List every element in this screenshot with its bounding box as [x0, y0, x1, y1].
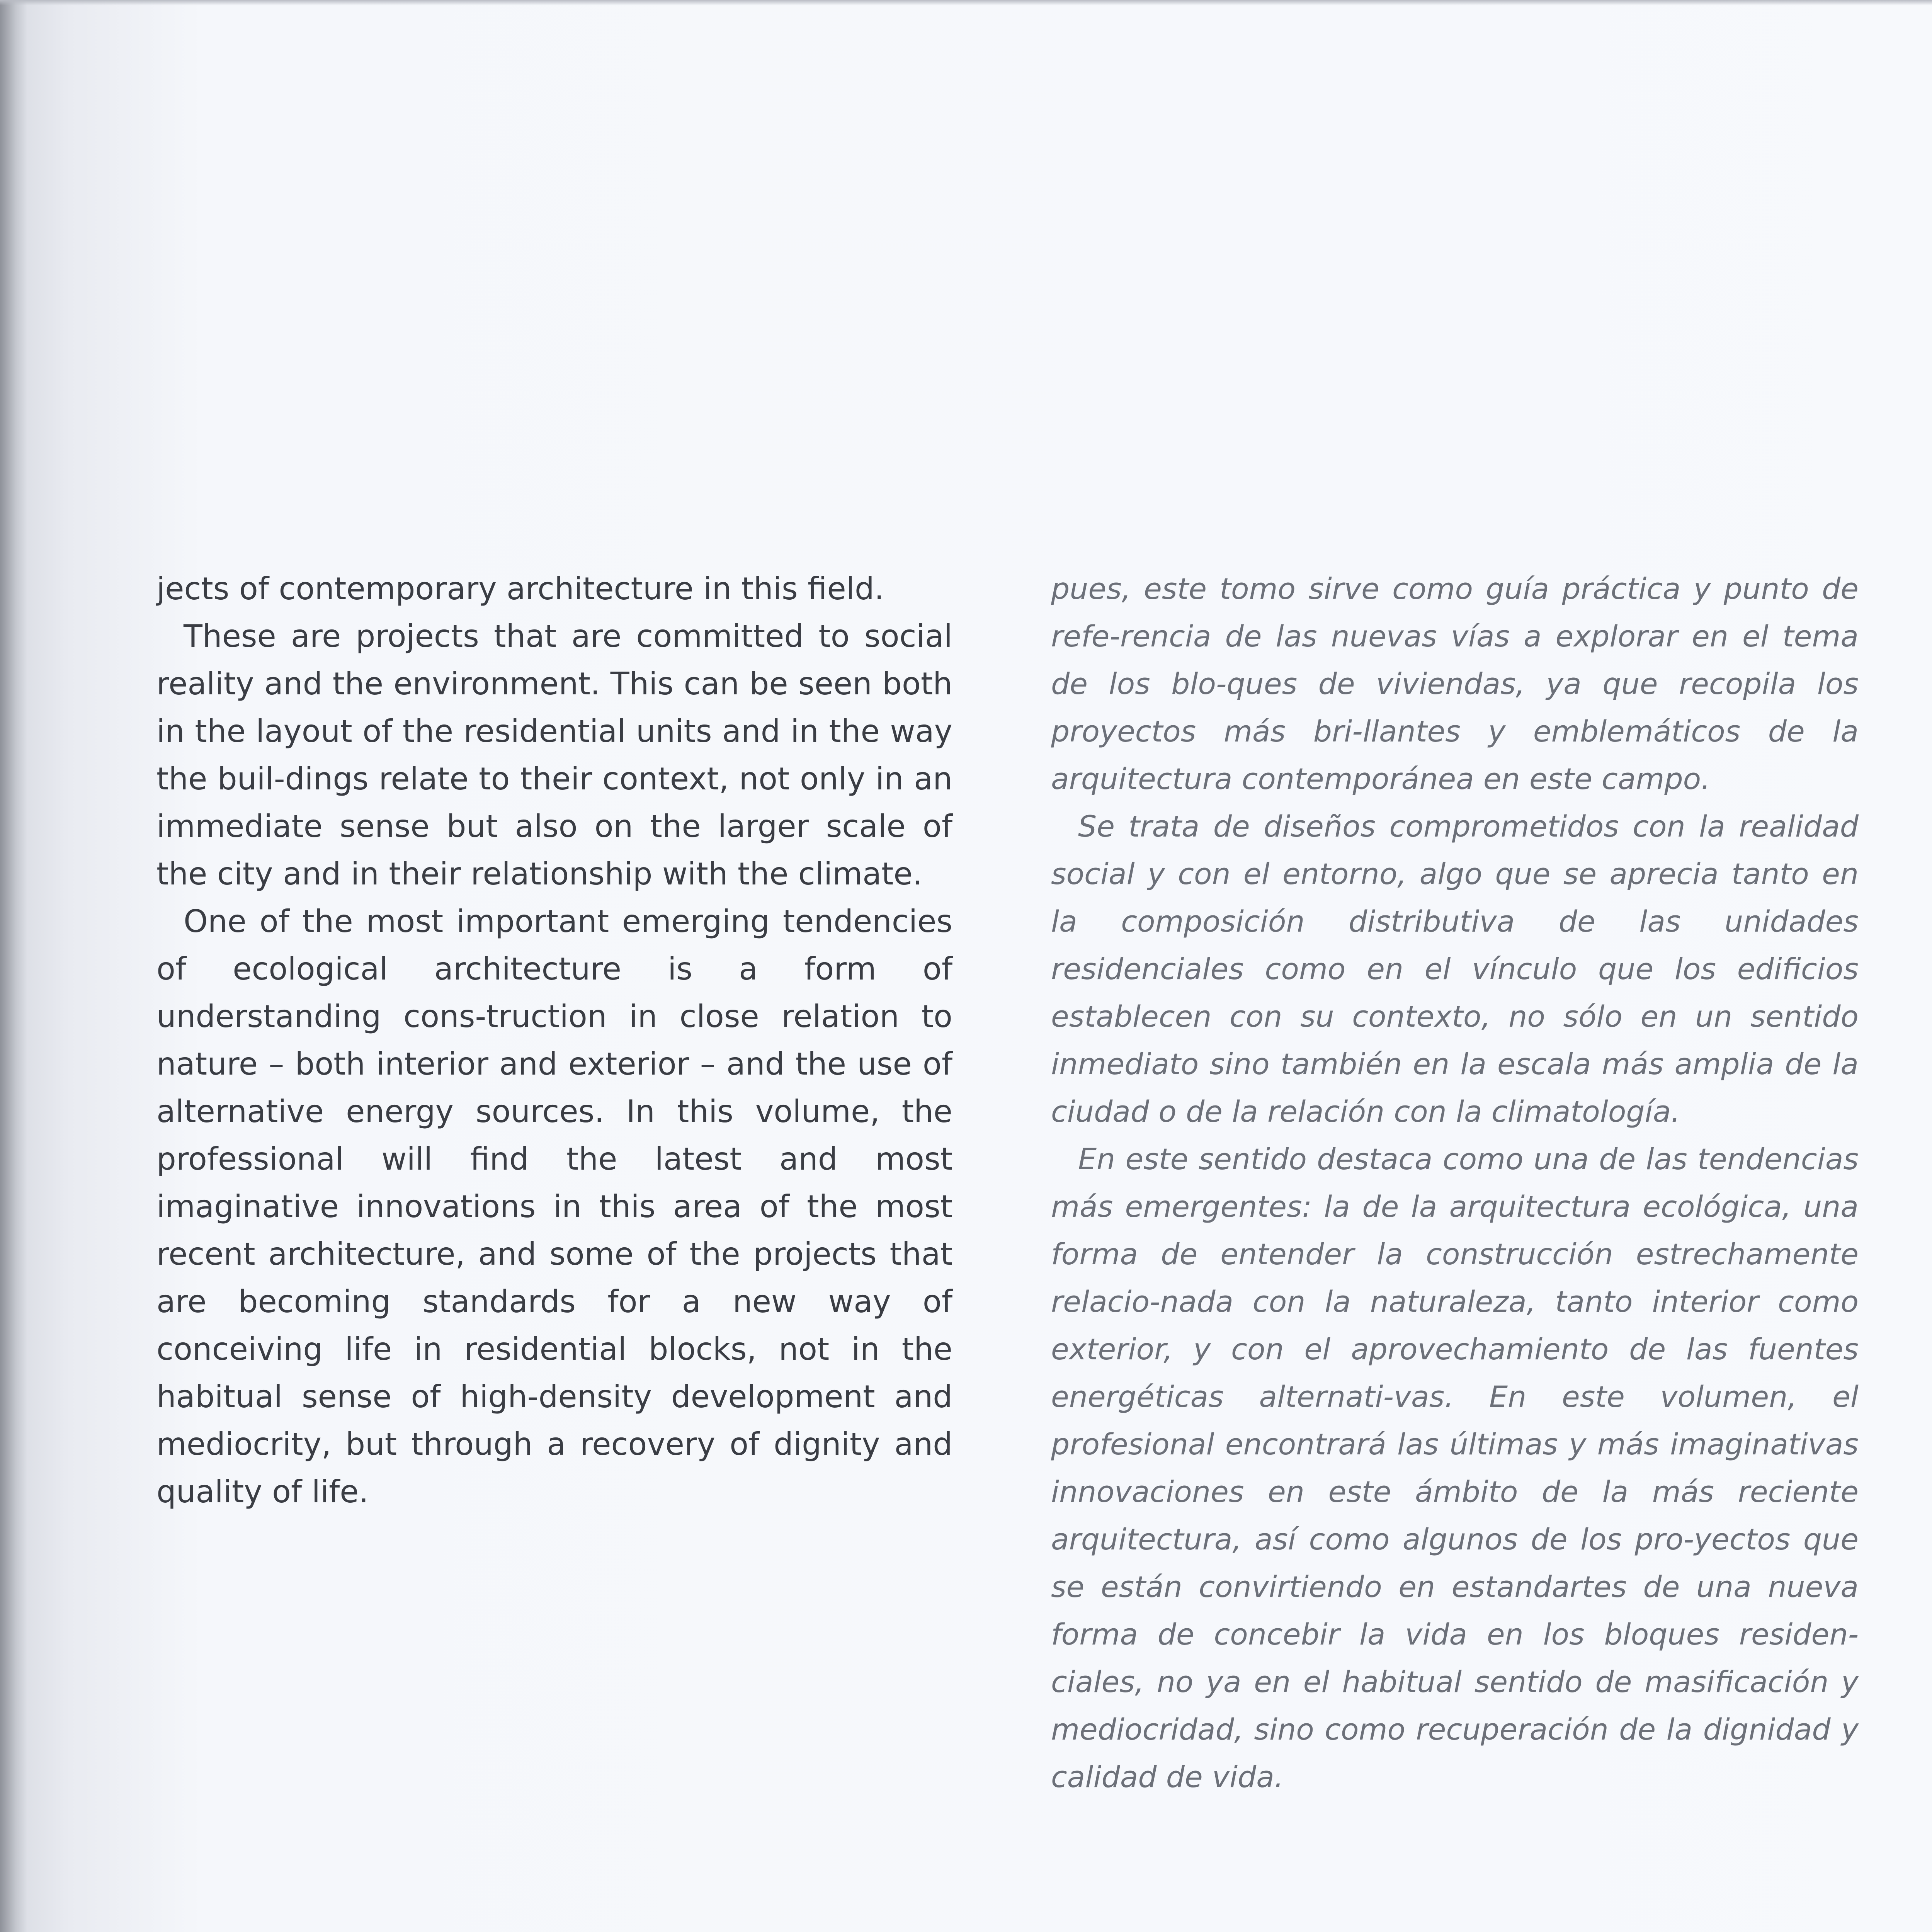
english-paragraph: One of the most important emerging tendencies of ecological architecture is a form of understanding cons-truction in close relation to nature – both interior and exterior – and the use of alternative energy sources. In this volume, the professional will find the latest and most imaginative innovations in this area of the most recent architecture, and some of the projects that are becoming standards for a new way of conceiving life in residential blocks, not in the habitual sense of high-density development and mediocrity, but through a recovery of dignity and quality of life.	[156, 903, 952, 1510]
spanish-paragraph-continued: pues, este tomo sirve como guía práctica y punto de refe-rencia de las nuevas vías a explorar en el tema de los blo-ques de viviendas, ya que recopila los proyectos más bri-llantes y emblemáticos de la arquitectura contemporánea en este campo.	[1051, 571, 1859, 796]
spanish-text-column	[1051, 565, 1859, 1801]
spanish-paragraph: En este sentido destaca como una de las tendencias más emergentes: la de la arquitectura ecológica, una forma de entender la construcción estrechamente relacio-nada con la naturaleza, tanto interior como exterior, y con el aprovechamiento de las fuentes energéticas alternati-vas. En este volumen, el profesional encontrará las últimas y más imaginativas innovaciones en este ámbito de la más reciente arquitectura, así como algunos de los pro-yectos que se están convirtiendo en estandartes de una nueva forma de concebir la vida en los bloques residen-ciales, no ya en el habitual sentido de masificación y mediocridad, sino como recuperación de la dignidad y calidad de vida.	[1051, 1142, 1859, 1794]
binding-shadow	[0, 0, 27, 1932]
spanish-paragraph: Se trata de diseños comprometidos con la realidad social y con el entorno, algo que se aprecia tanto en la composición distributiva de las unidades residenciales como en el vínculo que los edificios establecen con su contexto, no sólo en un sentido inmediato sino también en la escala más amplia de la ciudad o de la relación con la climatología.	[1051, 809, 1859, 1129]
english-text-column	[156, 565, 952, 1515]
english-paragraph-continued: jects of contemporary architecture in this field.	[156, 571, 884, 607]
page-top-edge	[0, 0, 1932, 5]
english-paragraph: These are projects that are committed to social reality and the environment. This can be seen both in the layout of the residential units and in the way the buil-dings relate to their context, not only in an immediate sense but also on the larger scale of the city and in their relationship with the climate.	[156, 618, 952, 892]
